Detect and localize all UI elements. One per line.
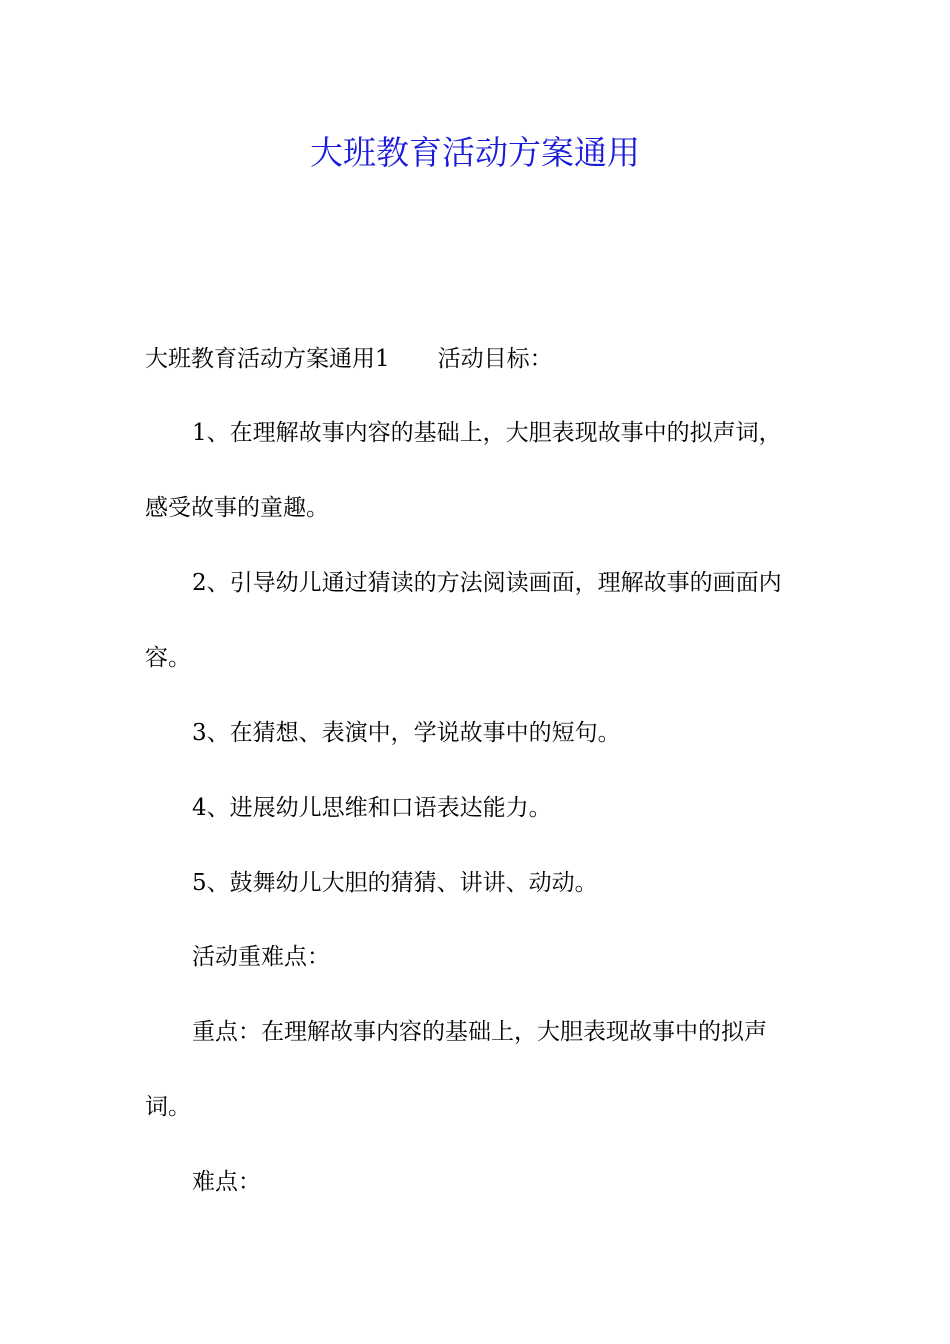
goal-1-line-1: 1、在理解故事内容的基础上，大胆表现故事中的拟声词， [192, 420, 782, 446]
goal-2-line-1: 2、引导幼儿通过猜读的方法阅读画面，理解故事的画面内 [192, 570, 782, 596]
difficulty-label: 难点： [192, 1169, 261, 1195]
document-title: 大班教育活动方案通用 [310, 133, 640, 172]
section-heading-line [145, 341, 810, 377]
goal-2-line-2: 容。 [145, 645, 191, 671]
goals-label: 活动目标： [437, 346, 553, 372]
key-points-label: 活动重难点： [192, 944, 330, 970]
goal-5: 5、鼓舞幼儿大胆的猜猜、讲讲、动动。 [192, 870, 598, 896]
key-point-line-2: 词。 [145, 1094, 191, 1120]
section-heading: 大班教育活动方案通用1 [145, 346, 390, 372]
goal-1-line-2: 感受故事的童趣。 [145, 495, 329, 521]
goal-3: 3、在猜想、表演中，学说故事中的短句。 [192, 720, 621, 746]
goal-4: 4、进展幼儿思维和口语表达能力。 [192, 795, 552, 821]
key-point-line-1: 重点：在理解故事内容的基础上，大胆表现故事中的拟声 [192, 1019, 767, 1045]
